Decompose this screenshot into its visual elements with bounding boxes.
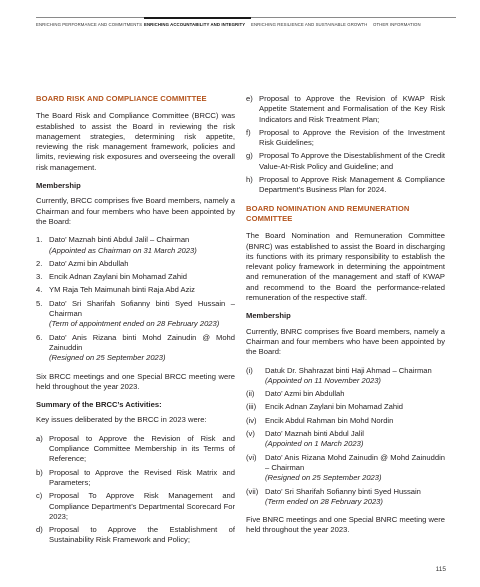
list-marker: 3.	[36, 272, 43, 282]
list-item-note: (Term of appointment ended on 28 February 2023)	[49, 319, 220, 329]
list-item-text: Encik Adnan Zaylani bin Mohamad Zahid	[265, 402, 404, 412]
list-marker: 6.	[36, 332, 43, 342]
list-item-text: Proposal to Approve the Establishment of Sustainability Risk Framework and Policy;	[49, 525, 235, 545]
list-item-note: (Resigned on 25 September 2023)	[49, 353, 166, 363]
brcc-summary-intro: Key issues deliberated by the BRCC in 2023 were:	[36, 415, 207, 425]
list-item	[36, 259, 235, 269]
list-item-note: (Appointed on 1 March 2023)	[265, 439, 364, 449]
list-marker: (vii)	[246, 486, 259, 496]
list-item	[36, 299, 235, 330]
list-marker: 1.	[36, 235, 43, 245]
list-item	[246, 128, 445, 149]
list-item	[36, 235, 235, 256]
list-item	[36, 285, 235, 295]
brcc-member-list	[36, 235, 235, 363]
brcc-membership-text: Currently, BRCC comprises five Board members, namely a Chairman and four members who have been appointed by the Board:	[36, 196, 235, 226]
list-marker: (iv)	[246, 415, 257, 425]
brcc-meetings: Six BRCC meetings and one Special BRCC meeting were held throughout the year 2023.	[36, 371, 235, 391]
list-item-text: Proposal to Approve Risk Management & Compliance Department’s Business Plan for 2024.	[259, 175, 445, 195]
list-item	[36, 491, 235, 522]
list-marker: e)	[246, 94, 253, 103]
list-item	[36, 468, 235, 489]
top-navigation	[36, 17, 456, 32]
bnrc-membership-text: Currently, BNRC comprises five Board members, namely a Chairman and four members who have been appointed by the Board:	[246, 326, 445, 357]
left-column	[36, 94, 235, 554]
list-item-text: Encik Abdul Rahman bin Mohd Nordin	[265, 415, 394, 425]
list-item	[246, 175, 445, 196]
list-marker: (vi)	[246, 452, 257, 462]
list-item	[246, 487, 445, 508]
list-item	[36, 333, 235, 364]
list-marker: a)	[36, 433, 43, 443]
list-marker: (ii)	[246, 389, 255, 399]
brcc-activities-left	[36, 434, 235, 546]
list-item	[246, 402, 445, 412]
list-item-text: Dato’ Azmi bin Abdullah	[49, 258, 129, 268]
list-item-text: YM Raja Teh Maimunah binti Raja Abd Aziz	[49, 285, 195, 295]
list-marker: (i)	[246, 365, 253, 375]
list-item-text: Dato’ Anis Rizana binti Mohd Zainudin @ Mohd Zainuddin	[49, 332, 235, 352]
nav-tab[interactable]: ENRICHING RESILIENCE AND SUSTAINABLE GROWTH	[251, 22, 368, 27]
list-marker: h)	[246, 175, 253, 185]
right-column	[246, 94, 445, 544]
list-item-text: Dato’ Azmi bin Abdullah	[265, 389, 345, 399]
list-marker: g)	[246, 151, 253, 161]
list-item	[36, 525, 235, 546]
brcc-summary-heading: Summary of the BRCC’s Activities:	[36, 400, 162, 410]
list-marker: (v)	[246, 429, 255, 439]
list-item	[246, 94, 445, 125]
list-item	[246, 389, 445, 399]
list-marker: d)	[36, 525, 43, 535]
list-item-text: Dato’ Sri Sharifah Sofianny binti Syed Hussain – Chairman	[49, 298, 235, 319]
list-marker: c)	[36, 491, 43, 501]
list-marker: 5.	[36, 298, 43, 308]
nav-tab[interactable]: ENRICHING PERFORMANCE AND COMMITMENTS	[36, 22, 143, 27]
list-item-text: Encik Adnan Zaylani bin Mohamad Zahid	[49, 272, 188, 282]
bnrc-membership-heading: Membership	[246, 311, 291, 321]
list-item	[246, 453, 445, 484]
bnrc-intro: The Board Nomination and Remuneration Committee (BNRC) was established to assist the Board in discharging its functions with its primary responsibility to establish the relevant policy framework in determining the appointment and remuneration of the management and staff of KWAP and recommend to the Board the performance-related remuneration of the respective staff.	[246, 231, 445, 303]
list-item	[36, 272, 235, 282]
list-item-text: Proposal To Approve the Disestablishment of the Credit Value-At-Risk Policy and Guideline; and	[259, 151, 446, 171]
brcc-intro: The Board Risk and Compliance Committee (BRCC) was established to assist the Board in reviewing the risk management strategies, determining risk appetite, reviewing the risk management framework, policies and limits, reviewing risk exposures and overseeing the overall risk management.	[36, 111, 235, 172]
bnrc-meetings: Five BNRC meetings and one Special BNRC meeting were held throughout the year 2023.	[246, 515, 445, 535]
list-item-note: (Resigned on 25 September 2023)	[265, 473, 382, 483]
list-item-note: (Term ended on 28 February 2023)	[265, 496, 383, 506]
list-marker: 2.	[36, 258, 43, 268]
list-item-note: (Appointed as Chairman on 31 March 2023)	[49, 245, 197, 255]
list-item	[246, 429, 445, 450]
list-item-text: Dato’ Maznah binti Abdul Jalil	[265, 429, 364, 439]
brcc-activities-right	[246, 94, 445, 196]
list-item	[246, 151, 445, 172]
bnrc-title: BOARD NOMINATION AND REMUNERATION COMMITTEE	[246, 203, 410, 223]
list-item-text: Proposal to Approve the Revision of the Investment Risk Guidelines;	[259, 127, 445, 148]
brcc-membership-heading: Membership	[36, 181, 81, 191]
list-marker: (iii)	[246, 402, 257, 412]
bnrc-member-list	[246, 366, 445, 508]
list-marker: f)	[246, 127, 251, 137]
list-item-text: Proposal to Approve the Revision of KWAP Risk Appetite Statement and Formalisation of the Key Risk Indicators and Risk Treatment Plan;	[259, 94, 445, 124]
list-item	[36, 434, 235, 465]
list-item	[246, 366, 445, 387]
list-item-text: Proposal To Approve Risk Management and Compliance Department’s Departmental Scorecard For 2023;	[49, 491, 235, 521]
list-item	[246, 416, 445, 426]
list-item-text: Dato’ Maznah binti Abdul Jalil – Chairman	[49, 235, 190, 245]
list-item-text: Datuk Dr. Shahrazat binti Haji Ahmad – Chairman	[265, 365, 432, 375]
nav-tab[interactable]: ENRICHING ACCOUNTABILITY AND INTEGRITY	[144, 17, 251, 33]
list-item-note: (Appointed on 11 November 2023)	[265, 375, 381, 385]
list-item-text: Proposal to Approve the Revision of Risk and Compliance Committee Membership in its Terms of Reference;	[49, 433, 235, 464]
list-item-text: Dato’ Anis Rizana Mohd Zainudin @ Mohd Zainuddin – Chairman	[265, 452, 445, 472]
list-marker: b)	[36, 467, 43, 477]
list-item-text: Proposal to Approve the Revised Risk Matrix and Parameters;	[49, 467, 235, 487]
list-item-text: Dato’ Sri Sharifah Sofianny binti Syed Hussain	[265, 486, 421, 496]
nav-tab[interactable]: OTHER INFORMATION	[373, 22, 421, 27]
page-number: 115	[435, 566, 446, 573]
brcc-title: BOARD RISK AND COMPLIANCE COMMITTEE	[36, 94, 207, 103]
list-marker: 4.	[36, 285, 43, 295]
